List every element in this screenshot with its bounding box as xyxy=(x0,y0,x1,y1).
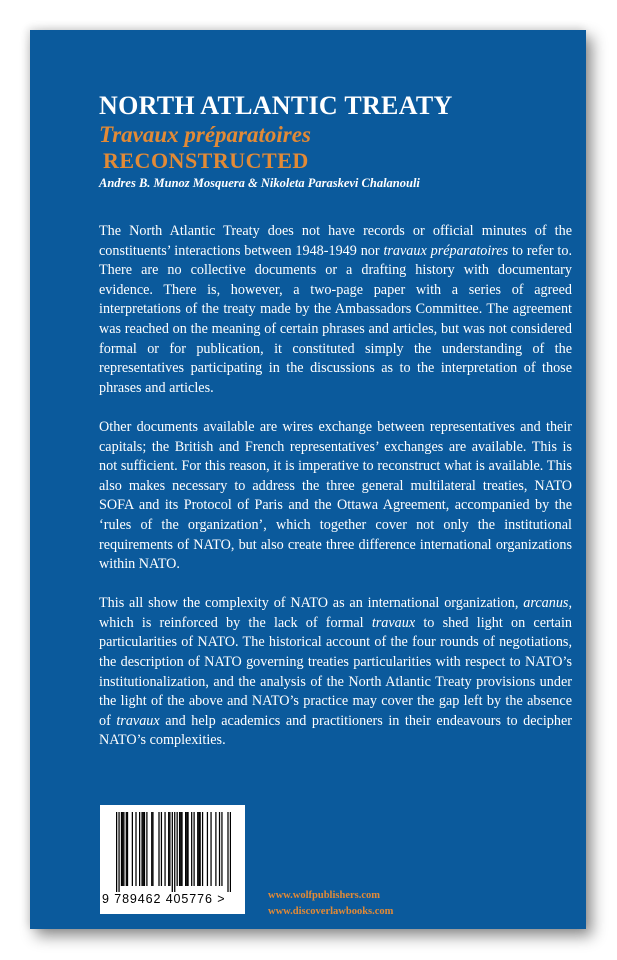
italic-term: travaux xyxy=(371,614,416,631)
barcode-bar xyxy=(193,812,194,886)
barcode-bar xyxy=(207,812,208,886)
italic-term: travaux préparatoires xyxy=(383,242,509,259)
barcode-bar xyxy=(174,812,175,892)
barcode-bar xyxy=(122,812,123,886)
barcode-bar xyxy=(164,812,165,886)
barcode-bar xyxy=(126,812,127,886)
barcode-bar xyxy=(172,812,173,892)
blurb-paragraph xyxy=(99,222,572,398)
barcode-bar xyxy=(143,812,144,886)
barcode-bar xyxy=(198,812,199,886)
barcode-bar xyxy=(152,812,153,886)
barcode-bar xyxy=(135,812,136,886)
barcode-bar xyxy=(202,812,203,886)
book-subtitle: Travaux préparatoires xyxy=(99,122,311,147)
barcode-bar xyxy=(180,812,181,886)
barcode-bar xyxy=(187,812,188,886)
blurb-paragraph xyxy=(99,594,572,751)
barcode-bar xyxy=(219,812,220,886)
publisher-links xyxy=(268,888,393,920)
barcode-bar xyxy=(230,812,231,892)
barcode-bar xyxy=(132,812,133,886)
barcode-bar xyxy=(139,812,140,886)
barcode-bar xyxy=(200,812,201,886)
barcode-bar xyxy=(210,812,211,886)
blurb-text-run: and help academics and practitioners in their endeavours to decipher NATO’s complexities. xyxy=(99,712,572,749)
barcode-bar xyxy=(197,812,198,886)
barcode-bar xyxy=(168,812,169,886)
isbn-number: 9 789462 405776 > xyxy=(102,892,226,906)
blurb-text-run: to shed light on certain particularities of NATO. The historical account of the four rounds of negotiations, the description of NATO governing treaties particularities with respect to NATO’s institutionalization, and the analysis of the North Atlantic Treaty provisions under the light of the above and NATO’s practice may cover the gap left by the absence of xyxy=(99,614,572,729)
barcode-bar xyxy=(179,812,180,886)
barcode-bar xyxy=(169,812,170,886)
book-subtitle-reconstructed: RECONSTRUCTED xyxy=(103,148,309,173)
barcode-bar xyxy=(227,812,228,892)
barcode-bar xyxy=(215,812,216,886)
barcode-bar xyxy=(116,812,117,892)
barcode-bar xyxy=(151,812,152,886)
barcode-bar xyxy=(127,812,128,886)
barcode-bar xyxy=(118,812,119,892)
book-title: NORTH ATLANTIC TREATY xyxy=(99,91,453,120)
barcode-bar xyxy=(161,812,162,886)
barcode-bar xyxy=(186,812,187,886)
barcode-bar xyxy=(121,812,122,886)
barcode-bar xyxy=(123,812,124,886)
publisher-link-discoverlaw[interactable]: www.discoverlawbooks.com xyxy=(268,906,394,917)
blurb-text-run: Other documents available are wires exchange between representatives and their capitals; the British and French representatives’ exchanges are available. This is not sufficient. For this reason, it is imperative to reconstruct what is available. This also makes necessary to address the three general multilateral treaties, NATO SOFA and its Protocol of Paris and the Ottawa Agreement, accompanied by the ‘rules of the organization’, which together cover not only the institutional requirements of NATO, but also create three difference international organizations within NATO. xyxy=(99,418,572,573)
blurb-text-run: The North Atlantic Treaty does not have records or official minutes of the constituents’ interactions between 1948-1949 nor xyxy=(99,223,572,259)
isbn-barcode xyxy=(100,805,245,914)
blurb-text xyxy=(99,222,572,771)
italic-term: travaux xyxy=(116,712,160,729)
italic-term: arcanus xyxy=(523,595,569,612)
blurb-text-run: , which is reinforced by the lack of formal xyxy=(99,595,572,631)
barcode-bar xyxy=(191,812,192,886)
barcode-bar xyxy=(181,812,182,886)
barcode-bars-icon xyxy=(116,812,231,892)
book-back-cover xyxy=(30,30,586,929)
publisher-link-wolf[interactable]: www.wolfpublishers.com xyxy=(268,890,381,901)
blurb-text-run: to refer to. There are no collective documents or a drafting history with documentary evidence. There is, however, a two-page paper with a series of agreed interpretations of the treaty made by the Ambassadors Committee. The agreement was reached on the meaning of certain phrases and articles, but was not considered formal or for publication, it constituted simply the understanding of the representatives participating in the discussions as to the interpretation of those phrases and articles. xyxy=(99,242,573,396)
barcode-bar xyxy=(158,812,159,886)
barcode-bar xyxy=(185,812,186,886)
blurb-paragraph xyxy=(99,418,572,575)
blurb-text-run: This all show the complexity of NATO as an international organization, xyxy=(99,595,524,612)
barcode-bar xyxy=(221,812,222,886)
barcode-bar xyxy=(141,812,142,886)
book-authors: Andres B. Munoz Mosquera & Nikoleta Paraskevi Chalanouli xyxy=(99,176,420,190)
barcode-bar xyxy=(177,812,178,886)
barcode-bar xyxy=(146,812,147,886)
barcode-bar xyxy=(144,812,145,886)
